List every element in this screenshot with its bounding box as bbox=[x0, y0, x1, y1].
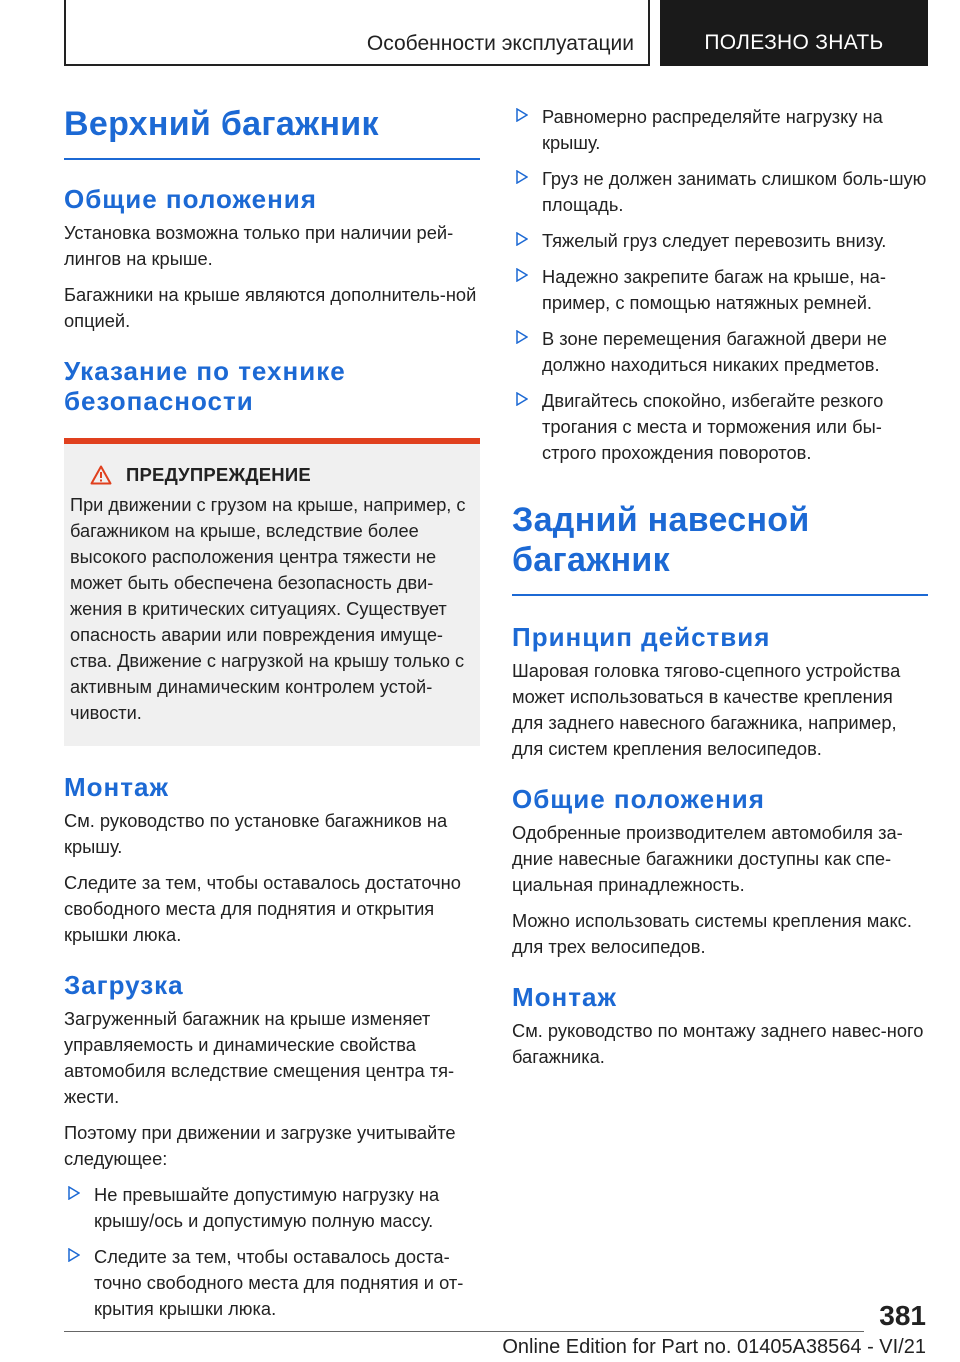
right-column bbox=[512, 104, 928, 1070]
edition-footer: Online Edition for Part no. 01405A38564 - VI/21 bbox=[502, 1336, 926, 1358]
bullet-triangle-icon bbox=[516, 108, 528, 122]
loading-bullet-list bbox=[64, 1182, 480, 1322]
safety-heading: Указание по технике безопасности bbox=[64, 356, 346, 416]
list-item-text: Двигайтесь спокойно, избегайте резкого трогания с места и торможения или бы-строго прохождения поворотов. bbox=[542, 390, 884, 463]
page-number: 381 bbox=[879, 1300, 926, 1331]
mount-paragraph-2: Следите за тем, чтобы оставалось достаточно свободного места для поднятия и открытия крышки люка. bbox=[64, 872, 461, 945]
page-header bbox=[64, 0, 928, 66]
section-label: Особенности эксплуатации bbox=[366, 32, 634, 55]
list-item-text: Следите за тем, чтобы оставалось доста-точно свободного места для поднятия и от-крытия крышки люка. bbox=[94, 1246, 464, 1319]
list-item bbox=[512, 104, 928, 156]
warning-box bbox=[64, 438, 480, 746]
general-heading: Общие положения bbox=[64, 184, 317, 214]
general-paragraph-1: Установка возможна только при наличии рей-лингов на крыше. bbox=[64, 222, 454, 269]
warning-header bbox=[90, 464, 472, 486]
loading-paragraph-2: Поэтому при движении и загрузке учитывайте следующее: bbox=[64, 1122, 456, 1169]
list-item-text: Надежно закрепите багаж на крыше, на-пример, с помощью натяжных ремней. bbox=[542, 266, 886, 313]
warning-text: При движении с грузом на крыше, например, с багажником на крыше, вследствие более высокого расположения центра тяжести не может быть обеспечена безопасность дви-жения в критических ситуациях. Существует опасность аварии или повреждения имуще-ства. Движение с нагрузкой на крышу только с активным динамическим контролем устой-чивости. bbox=[70, 495, 466, 723]
list-item bbox=[512, 326, 928, 378]
list-item bbox=[64, 1244, 480, 1322]
footer-divider bbox=[64, 1331, 864, 1332]
list-item-text: В зоне перемещения багажной двери не должно находиться никаких предметов. bbox=[542, 328, 887, 375]
list-item-text: Груз не должен занимать слишком боль-шую площадь. bbox=[542, 168, 927, 215]
bullet-triangle-icon bbox=[68, 1186, 80, 1200]
mount-paragraph-1: См. руководство по установке багажников на крышу. bbox=[64, 810, 448, 857]
list-item bbox=[512, 388, 928, 466]
list-item bbox=[64, 1182, 480, 1234]
principle-paragraph: Шаровая головка тягово-сцепного устройства может использоваться в качестве крепления для заднего навесного багажника, например, для систем крепления велосипедов. bbox=[512, 660, 901, 759]
principle-heading: Принцип действия bbox=[512, 622, 771, 652]
bullet-triangle-icon bbox=[516, 268, 528, 282]
loading-paragraph-1: Загруженный багажник на крыше изменяет управляемость и динамические свойства автомобиля вследствие смещения центра тя-жести. bbox=[64, 1008, 455, 1107]
bullet-triangle-icon bbox=[516, 232, 528, 246]
bullet-triangle-icon bbox=[516, 392, 528, 406]
general-paragraph-2: Багажники на крыше являются дополнитель-ной опцией. bbox=[64, 284, 477, 331]
rear-general-paragraph-2: Можно использовать системы крепления макс. для трех велосипедов. bbox=[512, 910, 912, 957]
rear-general-paragraph-1: Одобренные производителем автомобиля за-дние навесные багажники доступны как спе-циальная принадлежность. bbox=[512, 822, 903, 895]
bullet-triangle-icon bbox=[516, 330, 528, 344]
bullet-triangle-icon bbox=[516, 170, 528, 184]
loading-heading: Загрузка bbox=[64, 970, 184, 1000]
section-tab bbox=[64, 0, 650, 66]
warning-triangle-icon bbox=[90, 465, 112, 485]
chapter-tab bbox=[660, 0, 928, 66]
rear-mount-heading: Монтаж bbox=[512, 982, 617, 1012]
chapter-label: ПОЛЕЗНО ЗНАТЬ bbox=[704, 31, 884, 54]
bullet-triangle-icon bbox=[68, 1248, 80, 1262]
mount-heading: Монтаж bbox=[64, 772, 169, 802]
left-column bbox=[64, 96, 480, 1322]
rear-rack-title: Задний навесной багажник bbox=[512, 500, 928, 596]
list-item-text: Равномерно распределяйте нагрузку на крышу. bbox=[542, 106, 883, 153]
list-item-text: Не превышайте допустимую нагрузку на крышу/ось и допустимую полную массу. bbox=[94, 1184, 440, 1231]
roof-rack-title: Верхний багажник bbox=[64, 104, 480, 160]
list-item bbox=[512, 166, 928, 218]
list-item-text: Тяжелый груз следует перевозить внизу. bbox=[542, 230, 887, 251]
rear-mount-paragraph: См. руководство по монтажу заднего навес-ного багажника. bbox=[512, 1020, 924, 1067]
rear-general-heading: Общие положения bbox=[512, 784, 765, 814]
warning-label: ПРЕДУПРЕЖДЕНИЕ bbox=[126, 464, 311, 485]
loading-bullet-list-continued bbox=[512, 104, 928, 466]
list-item bbox=[512, 264, 928, 316]
list-item bbox=[512, 228, 928, 254]
